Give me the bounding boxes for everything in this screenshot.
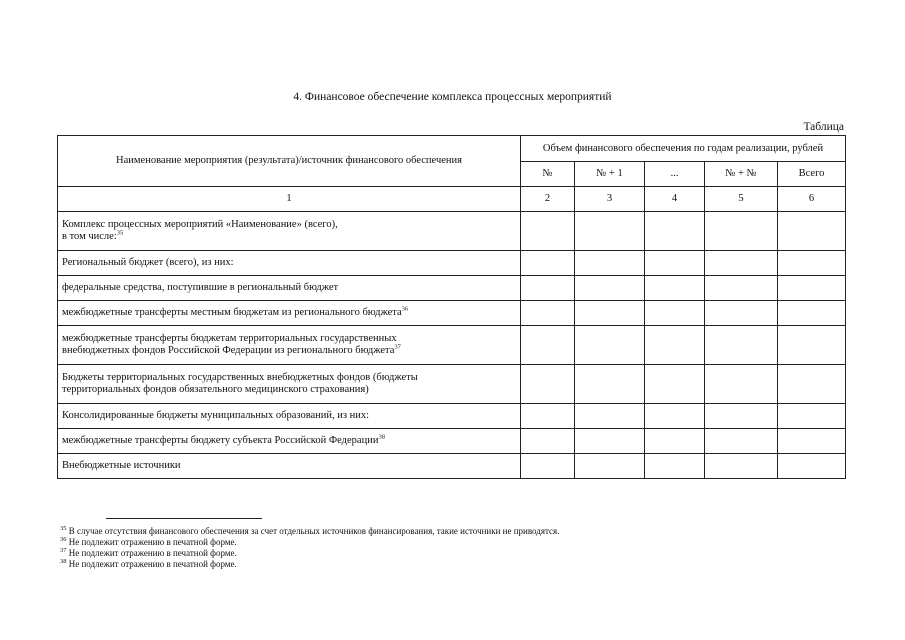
footnote-ref[interactable]: 36 xyxy=(401,305,409,313)
col-number-1: 1 xyxy=(58,187,521,212)
header-year-ellipsis: ... xyxy=(645,162,705,187)
col-number-3: 3 xyxy=(575,187,645,212)
footnote-ref[interactable]: 35 xyxy=(116,229,124,237)
row-label: Консолидированные бюджеты муниципальных образований, из них: xyxy=(58,404,521,429)
table-row xyxy=(58,454,846,479)
table-row xyxy=(58,301,846,326)
row-label: межбюджетные трансферты бюджетам территориальных государственных внебюджетных фондов Российской Федерации из регионального бюджета$^{37}$ xyxy=(58,326,521,365)
table-row xyxy=(58,404,846,429)
header-year-n-plus-n: № + № xyxy=(705,162,778,187)
header-year-n: № xyxy=(521,162,575,187)
col-number-5: 5 xyxy=(705,187,778,212)
table-row xyxy=(58,251,846,276)
header-name-column: Наименование мероприятия (результата)/источник финансового обеспечения xyxy=(58,136,521,187)
header-volume-group: Объем финансового обеспечения по годам реализации, рублей xyxy=(521,136,846,162)
financing-table xyxy=(57,135,846,479)
footnote-35: $^{35}$ В случае отсутствия финансового обеспечения за счет отдельных источников финансирования, такие источники не приводятся. xyxy=(60,525,560,536)
section-title: 4. Финансовое обеспечение комплекса процессных мероприятий xyxy=(293,91,612,103)
table-label: Таблица xyxy=(803,121,844,133)
table-row xyxy=(58,365,846,404)
header-total: Всего xyxy=(778,162,846,187)
row-label: федеральные средства, поступившие в региональный бюджет xyxy=(58,276,521,301)
row-label: Внебюджетные источники xyxy=(58,454,521,479)
footnote-ref[interactable]: 38 xyxy=(378,433,385,441)
row-label: Комплекс процессных мероприятий «Наименование» (всего), в том числе:$^{35}$ xyxy=(58,212,521,251)
footnote-divider xyxy=(106,518,262,519)
footnote-ref[interactable]: 37 xyxy=(394,343,401,351)
row-label: Бюджеты территориальных государственных внебюджетных фондов (бюджеты территориальных фондов обязательного медицинского страхования) xyxy=(58,365,521,404)
table-row xyxy=(58,326,846,365)
col-number-4: 4 xyxy=(645,187,705,212)
row-label: межбюджетные трансферты местным бюджетам из регионального бюджета$^{36}$ xyxy=(58,301,521,326)
row-label: межбюджетные трансферты бюджету субъекта Российской Федерации$^{38}$ xyxy=(58,429,521,454)
row-label: Региональный бюджет (всего), из них: xyxy=(58,251,521,276)
table-row xyxy=(58,212,846,251)
footnote-37: $^{37}$ Не подлежит отражению в печатной форме. xyxy=(60,547,237,558)
header-year-n-plus-1: № + 1 xyxy=(575,162,645,187)
table-row xyxy=(58,429,846,454)
col-number-2: 2 xyxy=(521,187,575,212)
footnote-38: $^{38}$ Не подлежит отражению в печатной форме. xyxy=(60,558,237,569)
footnotes xyxy=(60,526,559,570)
col-number-6: 6 xyxy=(778,187,846,212)
footnote-36: $^{36}$ Не подлежит отражению в печатной форме. xyxy=(60,536,237,547)
table-row xyxy=(58,276,846,301)
